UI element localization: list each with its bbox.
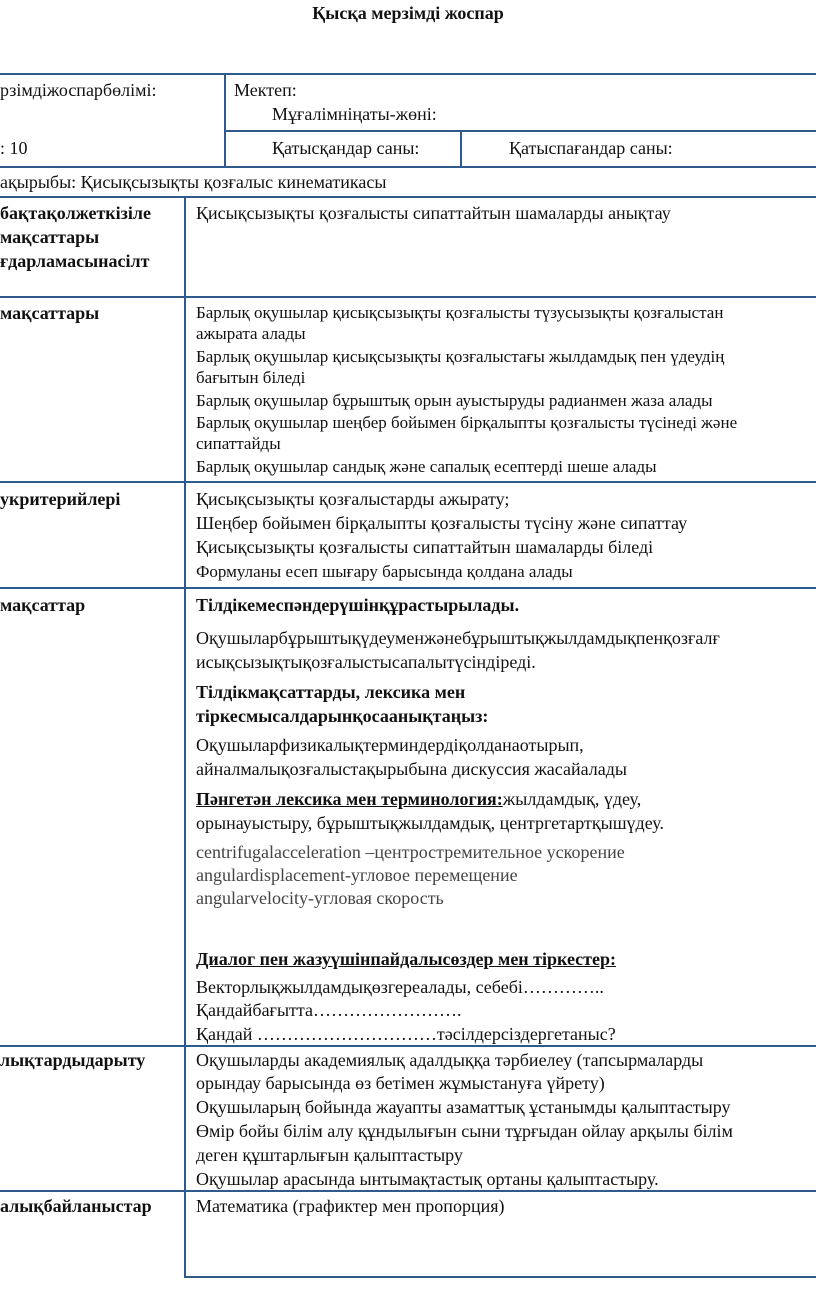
dialog-heading: Диалог пен жазуүшінпайдалысөздер мен тіркестер: (196, 949, 616, 969)
criteria-line: Формуланы есеп шығару барысында қолдана алады (196, 562, 573, 581)
goals-label-line: бақтақолжеткізіле (0, 203, 152, 223)
vocab-line (196, 789, 641, 810)
term-line: angulardisplacement-угловое перемещение (196, 865, 518, 885)
column-divider (184, 196, 186, 1278)
vocab-text: жылдамдық, үдеу, (502, 789, 642, 809)
present-label: Қатысқандар саны: (272, 138, 420, 158)
objective-line: сипаттайды (196, 434, 281, 453)
objectives-label: мақсаттары (0, 303, 100, 323)
dialog-line: Қандайбағытта……………………. (196, 1000, 462, 1020)
goals-value: Қисықсызықты қозғалысты сипаттайтын шамаларды анықтау (196, 203, 671, 223)
dialog-line: Қандай …………………………тәсілдерсіздергетаныс? (196, 1024, 616, 1044)
row-divider (0, 1045, 816, 1047)
vocab-text: орынауыстыру, бұрыштықжылдамдық, центргетартқышүдеу. (196, 813, 664, 833)
values-line: Оқушыларың бойында жауапты азаматтық ұстанымды қалыптастыру (196, 1097, 731, 1117)
row-divider (0, 196, 816, 198)
column-divider (460, 130, 462, 167)
objective-line: Барлық оқушылар қисықсызықты қозғалыстағы жылдамдық пен үдеудің (196, 347, 725, 366)
row-divider (0, 166, 816, 168)
goals-label-line: мақсаттары (0, 227, 100, 247)
school-label: Мектеп: (234, 80, 297, 100)
lang-text-line: айналмалықозғалыстақырыбына дискуссия жасайалады (196, 759, 627, 779)
criteria-line: Қисықсызықты қозғалысты сипаттайтын шамаларды біледі (196, 537, 654, 557)
row-divider (225, 130, 816, 132)
values-line: орындау барысында өз бетімен жұмыстануға үйрету) (196, 1073, 605, 1093)
lang-text-line: Оқушыларбұрыштықүдеуменжәнебұрыштықжылдамдықпенқозғалғ (196, 628, 720, 648)
criteria-line: Шеңбер бойымен бірқалыпты қозғалысты түсіну және сипаттау (196, 513, 688, 533)
row-divider (0, 1190, 816, 1192)
links-value: Математика (графиктер мен пропорция) (196, 1196, 505, 1216)
section-label: рзімдіжоспарбөлімі: (0, 80, 157, 100)
lang-heading: Тілдікмақсаттарды, лексика мен (196, 682, 466, 702)
dialog-line: Векторлықжылдамдықөзгереалады, себебі………….. (196, 977, 604, 997)
criteria-line: Қисықсызықты қозғалыстарды ажырату; (196, 489, 510, 509)
objective-line: Барлық оқушылар шеңбер бойымен бірқалыпты қозғалысты түсінеді және (196, 413, 738, 432)
table-bottom-border (185, 1276, 816, 1278)
vocab-heading: Пәнгетән лексика мен терминология: (196, 789, 503, 809)
criteria-label: укритерийлері (0, 489, 121, 509)
row-divider (0, 481, 816, 483)
values-line: деген құштарлығын қалыптастыру (196, 1145, 463, 1165)
objective-line: Барлық оқушылар сандық және сапалық есептерді шеше алады (196, 457, 657, 476)
term-line: centrifugalacceleration –центростремительное ускорение (196, 842, 625, 862)
row-divider (0, 296, 816, 298)
teacher-label: Мұғалімніңаты-жөні: (272, 104, 437, 124)
values-line: Өмір бойы білім алу құндылығын сыни тұрғыдан ойлау арқылы білім (196, 1121, 733, 1141)
lang-text-line: Оқушыларфизикалықтерминдердіқолданаотырып, (196, 735, 584, 755)
values-line: Оқушылар арасында ынтымақтастық ортаны қалыптастыру. (196, 1169, 659, 1189)
lang-text-line: исықсызықтықозғалыстысапалытүсіндіреді. (196, 652, 536, 672)
objective-line: ажырата алады (196, 324, 306, 343)
lang-label: мақсаттар (0, 595, 86, 615)
grade-label: : 10 (0, 138, 28, 158)
absent-label: Қатыспағандар саны: (509, 138, 673, 158)
lang-heading: Тілдікемеспәндерүшінқұрастырылады. (196, 595, 520, 615)
goals-label-line: ғдарламасынасілт (0, 251, 150, 271)
objective-line: бағытын біледі (196, 368, 306, 387)
topic-label: ақырыбы: Қисықсызықты қозғалыс кинематикасы (0, 172, 387, 192)
lang-heading: тіркесмысалдарынқосаанықтаңыз: (196, 706, 489, 726)
page-title: Қысқа мерзімді жоспар (312, 3, 504, 23)
term-line: angularvelocity-угловая скорость (196, 888, 444, 908)
table-top-border (0, 73, 816, 75)
row-divider (0, 587, 816, 589)
objective-line: Барлық оқушылар бұрыштық орын ауыстыруды радианмен жаза алады (196, 391, 713, 410)
objective-line: Барлық оқушылар қисықсызықты қозғалысты түзусызықты қозғалыстан (196, 303, 724, 322)
links-label: алықбайланыстар (0, 1196, 152, 1216)
values-label: лықтардыдарыту (0, 1050, 146, 1070)
column-divider (224, 73, 226, 167)
values-line: Оқушыларды академиялық адалдыққа тәрбиелеу (тапсырмаларды (196, 1050, 704, 1070)
